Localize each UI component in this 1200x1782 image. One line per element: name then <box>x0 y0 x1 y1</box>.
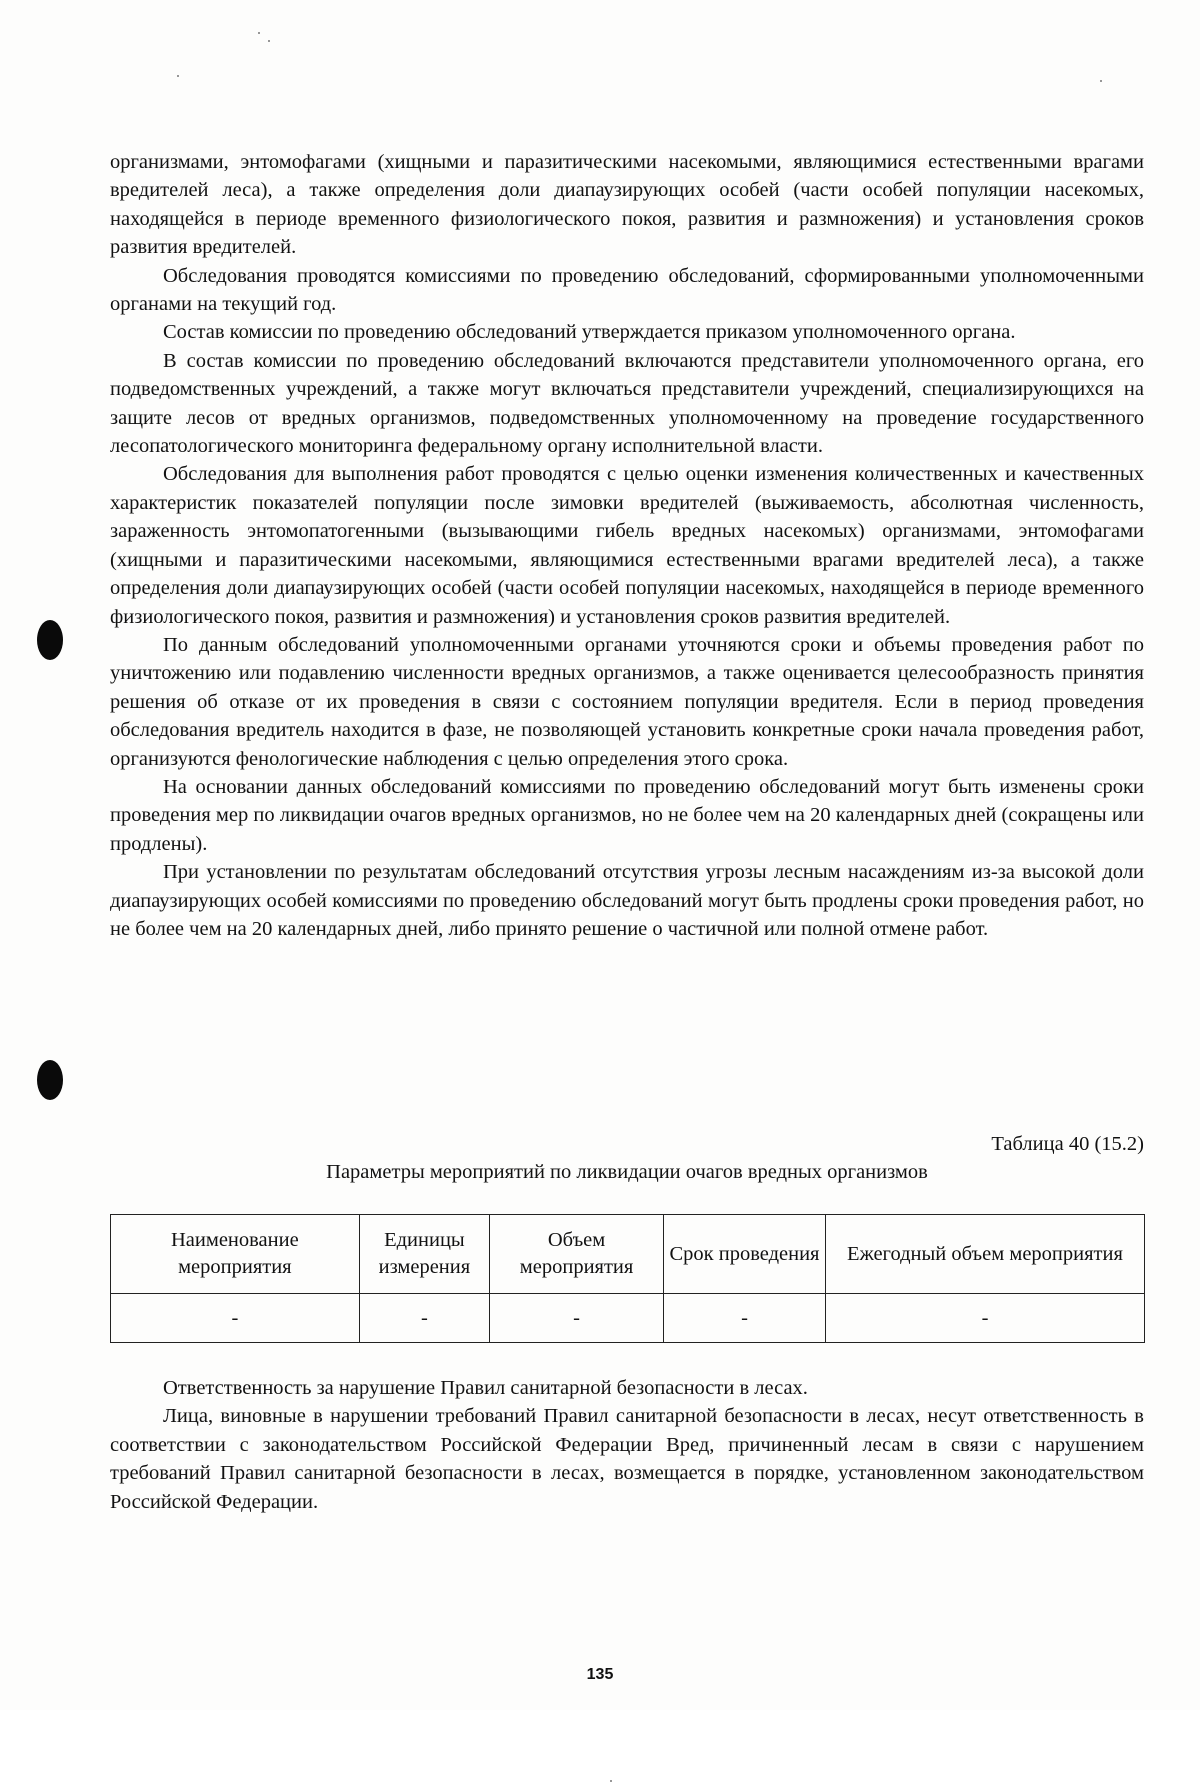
table-cell: - <box>825 1294 1144 1343</box>
table-title: Параметры мероприятий по ликвидации очагов вредных организмов <box>326 1161 928 1183</box>
scan-speck <box>177 75 179 77</box>
paragraph: При установлении по результатам обследований отсутствия угрозы лесным насаждениям из-за высокой доли диапаузирующих особей комиссиями по проведению обследований могут быть продлены сроки проведения работ, но не более чем на 20 календарных дней, либо принято решение о частичной или полной отмене работ. <box>110 861 1144 940</box>
scan-speck <box>258 32 260 34</box>
paragraph: По данным обследований уполномоченными органами уточняются сроки и объемы проведения работ по уничтожению или подавлению численности вредных организмов, а также оценивается целесообразность принятия решения об отказе от их проведения в связи с состоянием популяции вредителя. Если в период проведения обследования вредитель находится в фазе, не позволяющей установить конкретные сроки начала проведения работ, организуются фенологические наблюдения с целью определения этого срока. <box>110 633 1144 770</box>
paragraph: организмами, энтомофагами (хищными и паразитическими насекомыми, являющимися естественными врагами вредителей леса), а также определения доли диапаузирующих особей (части особей популяции насекомых, находящейся в периоде временного физиологического покоя, развития и размножения) и установления сроков развития вредителей. <box>110 151 1144 259</box>
body-text-bottom <box>110 1374 1144 1516</box>
table-header-cell: Ежегодный объем мероприятия <box>825 1215 1144 1294</box>
table-cell: - <box>490 1294 664 1343</box>
punch-hole-mark <box>37 1060 63 1100</box>
parameters-table <box>110 1214 1145 1343</box>
table-cell: - <box>359 1294 489 1343</box>
paragraph: На основании данных обследований комиссиями по проведению обследований могут быть изменены сроки проведения мер по ликвидации очагов вредных организмов, но не более чем на 20 календарных дней (сокращены или продлены). <box>110 775 1144 855</box>
paragraph: В состав комиссии по проведению обследований включаются представители уполномоченного органа, его подведомственных учреждений, а также могут включаться представители учреждений, специализирующихся на защите лесов от вредных организмов, подведомственных уполномоченному на проведение государственного лесопатологического мониторинга федеральному органу исполнительной власти. <box>110 349 1144 458</box>
table-header-row <box>111 1215 1145 1294</box>
punch-hole-mark <box>37 620 63 660</box>
scan-speck <box>1100 80 1102 82</box>
body-text-top <box>110 148 1144 943</box>
table-cell: - <box>664 1294 826 1343</box>
table-number: Таблица 40 (15.2) <box>991 1133 1144 1155</box>
paragraph: Ответственность за нарушение Правил санитарной безопасности в лесах. <box>163 1377 808 1399</box>
table-cell: - <box>111 1294 360 1343</box>
table-header-cell: Единицы измерения <box>359 1215 489 1294</box>
page-number: 135 <box>586 1666 614 1683</box>
table-header-cell: Наименование мероприятия <box>111 1215 360 1294</box>
table-header-cell: Срок проведения <box>664 1215 826 1294</box>
table-header-cell: Объем мероприятия <box>490 1215 664 1294</box>
paragraph: Обследования для выполнения работ проводятся с целью оценки изменения количественных и качественных характеристик показателей популяции после зимовки вредителей (выживаемость, абсолютная численность, зараженность энтомопатогенными (вызывающими гибель вредных насекомых) организмами, энтомофагами (хищными и паразитическими насекомыми, являющимися естественными врагами вредителей леса), а также определения доли диапаузирующих особей (части особей популяции насекомых, находящейся в периоде временного физиологического покоя, развития и размножения) и установления сроков развития вредителей. <box>110 463 1144 628</box>
paragraph: Обследования проводятся комиссиями по проведению обследований, сформированными уполномоченными органами на текущий год. <box>110 264 1144 316</box>
table-caption <box>110 1130 1144 1186</box>
scan-speck <box>268 40 270 42</box>
table-row <box>111 1294 1145 1343</box>
paragraph: Состав комиссии по проведению обследований утверждается приказом уполномоченного органа. <box>163 321 1016 344</box>
paragraph: Лица, виновные в нарушении требований Правил санитарной безопасности в лесах, несут ответственность в соответствии с законодательством Российской Федерации Вред, причиненный лесам в связи с нарушением требований Правил санитарной безопасности в лесах, возмещается в порядке, установленном законодательством Российской Федерации. <box>110 1405 1144 1513</box>
